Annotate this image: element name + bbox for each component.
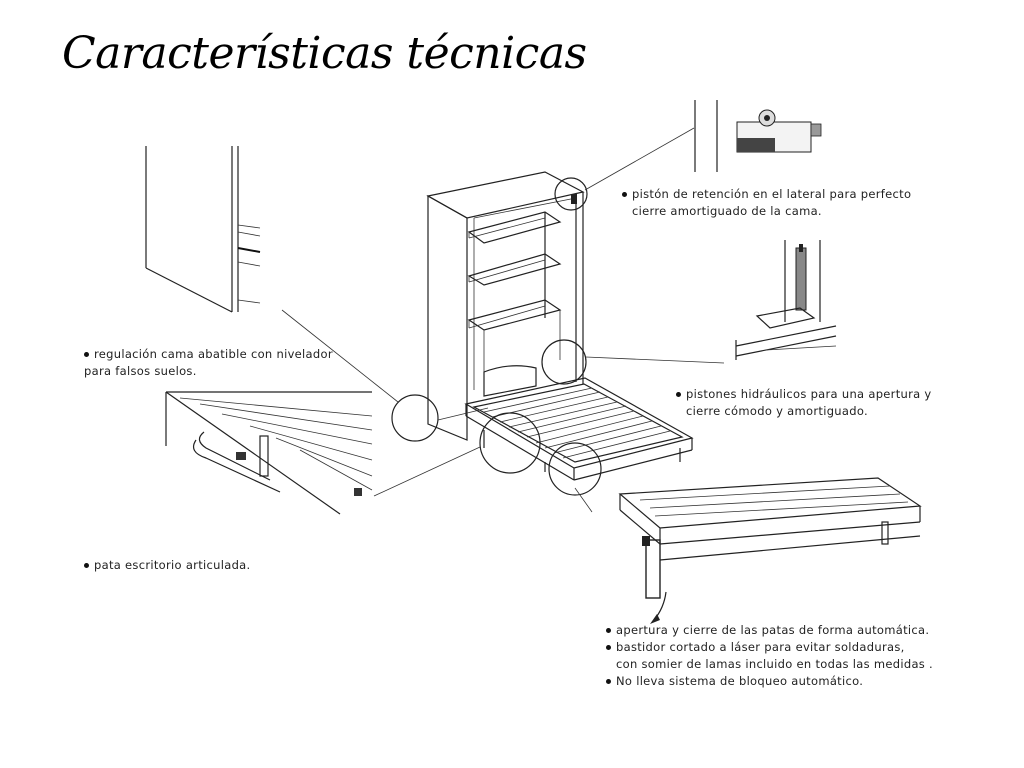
bullet-icon [84,352,89,357]
detail-wall-panel [146,146,260,312]
page-title: Características técnicas [62,28,587,79]
detail-leveller-frame [166,392,372,514]
bullet-icon [676,392,681,397]
bullet-icon [606,645,611,650]
bullet-icon [84,563,89,568]
detail-auto-legs [620,478,920,624]
note-bottom-features: apertura y cierre de las patas de forma automática. bastidor cortado a láser para evitar soldaduras, con somier de lamas incluido en todas las medidas . No lleva sistema de bloqueo automático. [606,622,933,690]
note-leveller: regulación cama abatible con nivelador para falsos suelos. [84,347,333,378]
bullet-icon [622,192,627,197]
note-hydraulic-pistons: pistones hidráulicos para una apertura y cierre cómodo y amortiguado. [676,386,932,420]
bullet-icon [606,628,611,633]
callout-circles [392,178,601,495]
bullet-icon [606,679,611,684]
note-retention-piston: pistón de retención en el lateral para perfecto cierre amortiguado de la cama. [622,186,911,220]
detail-retention-piston [695,100,821,172]
detail-hydraulic-piston [736,240,836,360]
wall-bed-cabinet [428,172,583,440]
note-desk-leg: pata escritorio articulada. [84,557,250,574]
